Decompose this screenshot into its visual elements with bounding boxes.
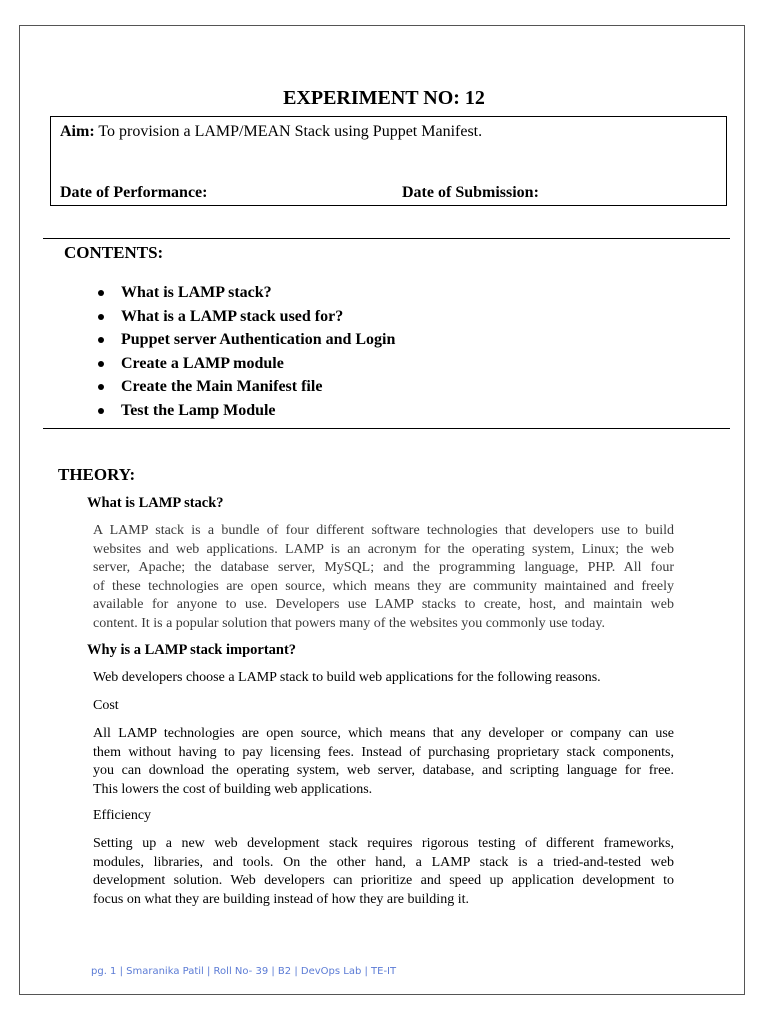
list-item-text: Create a LAMP module <box>121 354 284 372</box>
page-footer: pg. 1 | Smaranika Patil | Roll No- 39 | B2 | DevOps Lab | TE-IT <box>91 966 397 977</box>
text-line: A LAMP stack is a bundle of four different software technologies that developers use to build <box>93 523 674 538</box>
list-item-text: What is LAMP stack? <box>121 284 272 301</box>
bullet-icon <box>98 337 104 343</box>
list-item <box>95 328 395 352</box>
paragraph-reasons-intro: Web developers choose a LAMP stack to build web applications for the following reasons. <box>93 670 601 685</box>
page-title: EXPERIMENT NO: 12 <box>283 87 485 109</box>
question-why-lamp-important: Why is a LAMP stack important? <box>87 642 297 658</box>
aim-line <box>60 123 482 141</box>
text-line: development solution. Web developers can prioritize and speed up application development to <box>93 873 674 888</box>
contents-list <box>95 281 395 423</box>
text-line: This lowers the cost of building web applications. <box>93 781 373 797</box>
list-item <box>95 399 395 423</box>
contents-heading: CONTENTS: <box>64 243 164 262</box>
paragraph-what-is-lamp <box>93 522 674 633</box>
text-line: All LAMP technologies are open source, which means that any developer or company can use <box>93 726 674 741</box>
aim-label: Aim: <box>60 123 95 140</box>
aim-text: To provision a LAMP/MEAN Stack using Puppet Manifest. <box>94 123 483 140</box>
bullet-icon <box>98 314 104 320</box>
divider-top <box>43 238 730 239</box>
date-of-submission-label: Date of Submission: <box>402 184 539 201</box>
text-line: modules, libraries, and tools. On the other hand, a LAMP stack is a tried-and-tested web <box>93 854 674 870</box>
text-line: Setting up a new web development stack requires rigorous testing of different frameworks, <box>93 836 674 851</box>
date-of-performance-label: Date of Performance: <box>60 184 208 201</box>
text-line: focus on what they are building instead of how they are building it. <box>93 891 469 907</box>
list-item-text: Create the Main Manifest file <box>121 378 323 396</box>
list-item <box>95 281 395 305</box>
list-item <box>95 352 395 376</box>
list-item-text: What is a LAMP stack used for? <box>121 307 344 325</box>
paragraph-efficiency <box>93 835 674 909</box>
question-what-is-lamp: What is LAMP stack? <box>87 495 224 511</box>
list-item-text: Test the Lamp Module <box>121 401 276 419</box>
text-line: content. It is a popular solution that powers many of the websites you commonly use today. <box>93 615 605 631</box>
bullet-icon <box>98 361 104 367</box>
text-line: server, Apache; the database server, MySQL; and the programming language, PHP. All four <box>93 560 674 575</box>
cost-label: Cost <box>93 698 119 713</box>
bullet-icon <box>98 384 104 390</box>
list-item <box>95 375 395 399</box>
list-item <box>95 305 395 329</box>
text-line: websites and web applications. LAMP is an acronym for the operating system, Linux; the web <box>93 541 674 557</box>
dates-row <box>60 184 539 202</box>
bullet-icon <box>98 290 104 296</box>
efficiency-label: Efficiency <box>93 808 152 823</box>
text-line: them without having to pay licensing fees. Instead of purchasing proprietary stack components, <box>93 744 674 760</box>
text-line: available for anyone to use. Developers use LAMP stacks to create, host, and maintain web <box>93 597 674 612</box>
text-line: you can download the operating system, web server, database, and scripting language for free. <box>93 763 674 778</box>
list-item-text: Puppet server Authentication and Login <box>121 331 396 349</box>
text-line: of these technologies are open source, which means they are community maintained and freely <box>93 578 674 594</box>
theory-heading: THEORY: <box>58 465 136 484</box>
divider-bottom <box>43 428 730 429</box>
paragraph-cost <box>93 725 674 799</box>
bullet-icon <box>98 408 104 414</box>
